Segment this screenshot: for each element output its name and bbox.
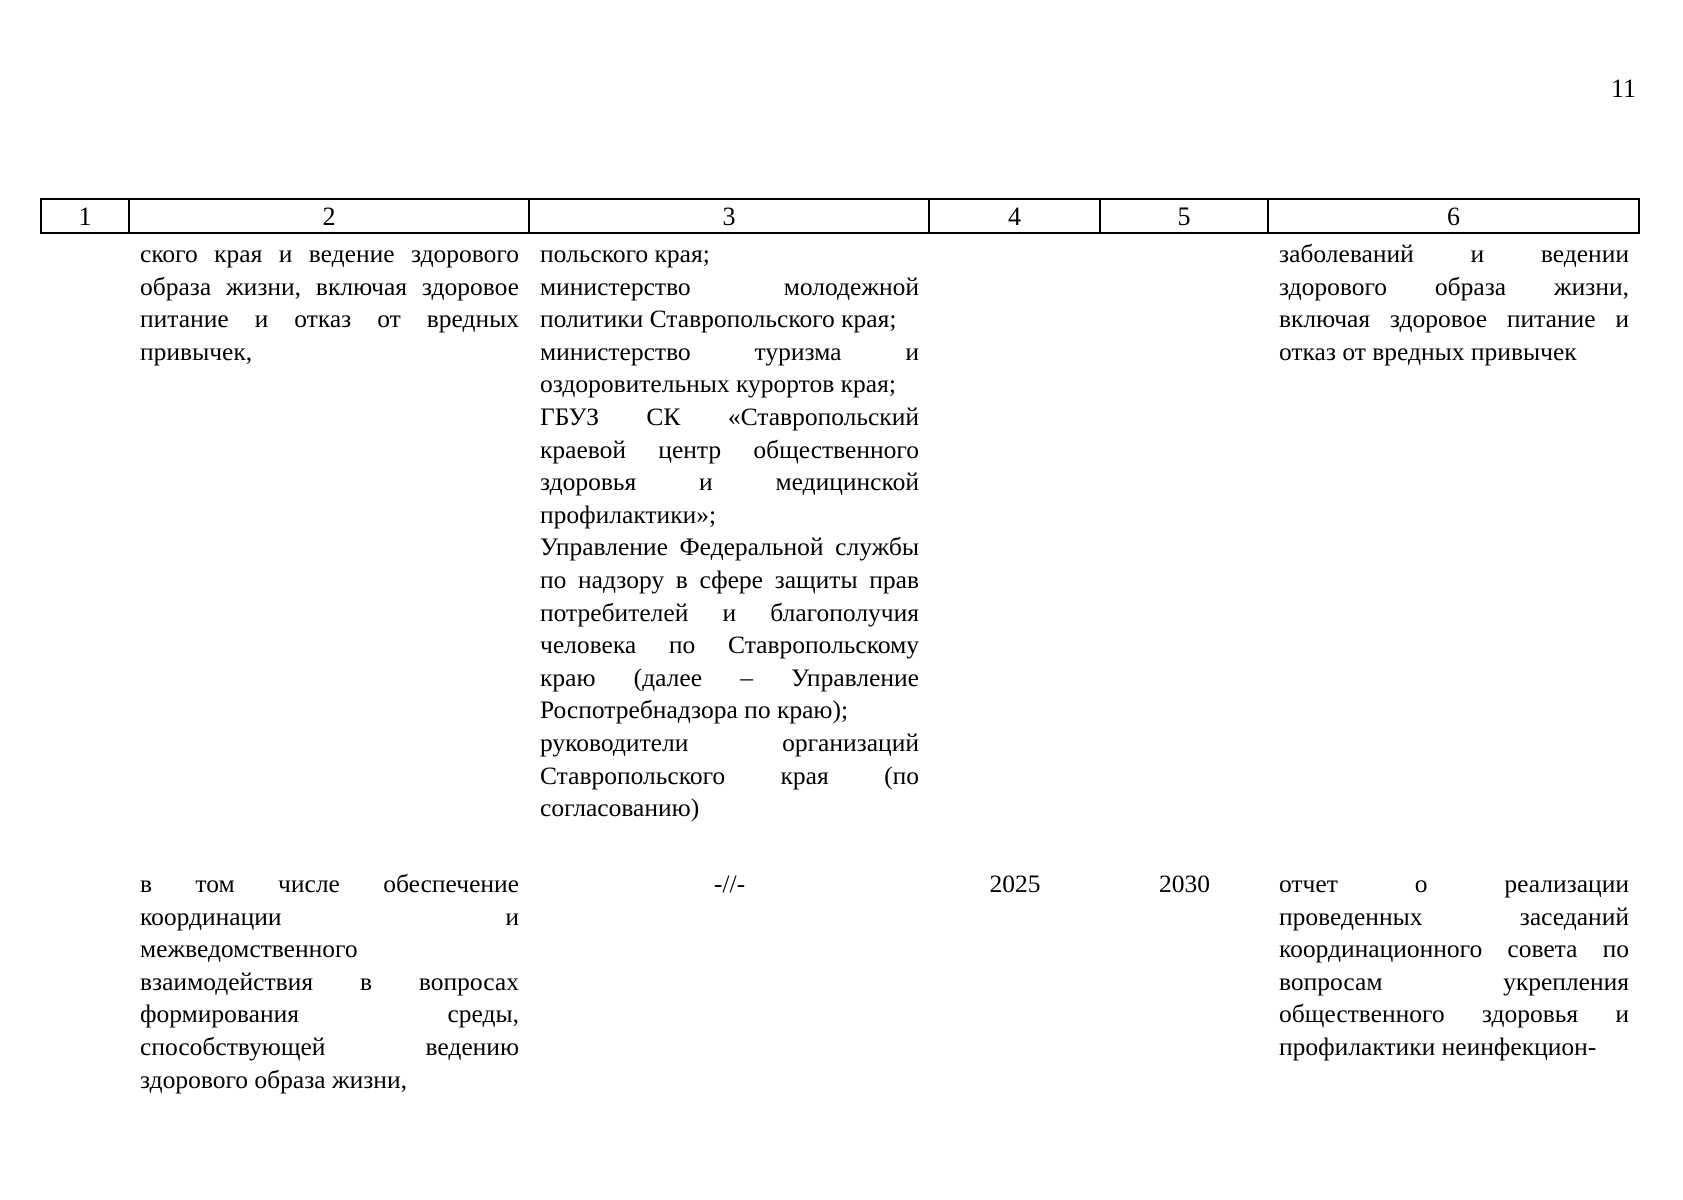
column-header-5: 5 (1100, 199, 1268, 233)
row-2-col-3: -//- (713, 869, 746, 898)
cell-paragraph: руководители организаций Ставропольского края (по согласованию) (540, 727, 919, 823)
cell-paragraph: министерство молодежной политики Ставропольского края; (540, 271, 919, 334)
row-1-col-6: заболеваний и ведении здорового образа жизни, включая здоровое питание и отказ от вредных привычек (1279, 239, 1629, 366)
cell-paragraph: министерство туризма и оздоровительных курортов края; (540, 336, 919, 399)
cell-paragraph: ГБУЗ СК «Ставропольский краевой центр общественного здоровья и медицинской профилактики»; (540, 401, 919, 529)
column-header-6: 6 (1268, 199, 1639, 233)
table-row (41, 233, 1639, 864)
column-header-4: 4 (929, 199, 1100, 233)
row-1-col-3 (529, 233, 929, 864)
table-header-row (41, 199, 1639, 233)
table-row (41, 864, 1639, 1096)
row-2-col-6: отчет о реализации проведенных заседаний координационного совета по вопросам укрепления общественного здоровья и профилактики неинфекцион- (1279, 869, 1629, 1061)
row-2-col-2: в том числе обеспечение координации и межведомственного взаимодействия в вопросах формирования среды, способствующей ведению здорового образа жизни, (140, 869, 519, 1094)
row-2-col-4: 2025 (989, 869, 1041, 898)
cell-paragraph: польского края; (540, 239, 710, 268)
row-2-col-5: 2030 (1159, 869, 1210, 898)
row-1-col-5 (1100, 233, 1268, 864)
row-1-col-1 (41, 233, 129, 864)
column-header-2: 2 (129, 199, 529, 233)
cell-paragraph: Управление Федеральной службы по надзору в сфере защиты прав потребителей и благополучия человека по Ставропольскому краю (далее – Управление Роспотребнадзора по краю); (540, 532, 919, 725)
column-header-1: 1 (41, 199, 129, 233)
document-table (40, 198, 1640, 1096)
row-1-col-2: ского края и ведение здорового образа жизни, включая здоровое питание и отказ от вредных привычек, (140, 239, 519, 366)
row-2-col-1 (41, 864, 129, 1096)
column-header-3: 3 (529, 199, 929, 233)
page-number: 11 (1610, 74, 1636, 103)
row-1-col-4 (929, 233, 1100, 864)
